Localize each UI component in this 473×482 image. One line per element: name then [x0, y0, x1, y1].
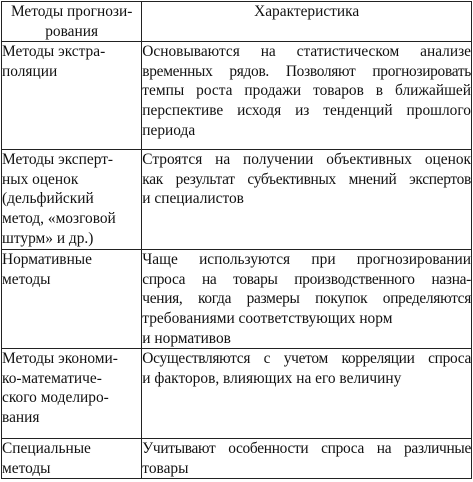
method-normative	[2, 250, 142, 349]
header-characteristic-line: Характеристика	[254, 3, 360, 20]
header-methods	[2, 2, 142, 42]
header-characteristic	[142, 2, 472, 42]
method-line: методы	[2, 270, 51, 288]
description-line: периода	[142, 121, 196, 139]
method-line: Нормативные	[2, 251, 92, 269]
method-line: метод, «мозговой	[2, 209, 116, 227]
description-line: требованиями соответствующих норм	[142, 309, 393, 327]
forecasting-methods-table	[1, 1, 472, 479]
method-line: ко-математиче-	[2, 369, 102, 387]
description-extrapolation	[142, 42, 472, 150]
method-expert-estimates	[2, 150, 142, 250]
description-line: и нормативов	[142, 329, 231, 347]
method-line: Методы экстра-	[2, 43, 106, 61]
description-line: Осуществляются с учетом корреляции спроса	[142, 350, 471, 368]
table-row-extrapolation	[2, 42, 472, 150]
table-row-normative	[2, 250, 472, 349]
method-line: Методы эксперт-	[2, 151, 114, 169]
header-methods-line: рования	[45, 22, 99, 40]
description-econ-math-modeling	[142, 349, 472, 439]
method-line: Методы экономи-	[2, 350, 118, 368]
method-special	[2, 439, 142, 479]
table-row-special	[2, 439, 472, 479]
method-line: ных оценок	[2, 170, 79, 188]
method-line: ского моделиро-	[2, 389, 109, 407]
method-line: Специальные	[2, 440, 91, 458]
header-methods-line: Методы прогнози-	[10, 3, 133, 20]
description-line: темпы роста продажи товаров в ближайшей	[142, 82, 471, 100]
method-line: штурм» и др.)	[2, 229, 94, 247]
description-line: Основываются на статистическом анализе	[142, 43, 471, 61]
table-header-row	[2, 2, 472, 42]
description-expert-estimates	[142, 150, 472, 250]
description-line: Чаще используются при прогнозировании	[142, 251, 471, 269]
description-line: Строятся на получении объективных оценок	[142, 151, 471, 169]
method-line: вания	[2, 408, 40, 426]
table-row-econ-math	[2, 349, 472, 439]
description-normative	[142, 250, 472, 349]
description-special	[142, 439, 472, 479]
method-extrapolation	[2, 42, 142, 150]
description-line: спроса на товары производственного назна-	[142, 270, 471, 288]
method-line: методы	[2, 459, 51, 477]
description-line: Учитывают особенности спроса на различные	[142, 440, 471, 458]
description-line: временных рядов. Позволяют прогнозировать	[142, 62, 471, 80]
description-line: как результат субъективных мнений экспертов	[142, 170, 471, 188]
method-line: (дельфийский	[2, 190, 94, 208]
description-line: чения, когда размеры покупок определяются	[142, 290, 471, 308]
table-row-expert	[2, 150, 472, 250]
description-line: перспективе исходя из тенденций прошлого	[142, 101, 471, 119]
description-line: товары	[142, 459, 189, 477]
method-line: поляции	[2, 62, 58, 80]
description-line: и факторов, влияющих на его величину	[142, 369, 402, 387]
method-econ-math-modeling	[2, 349, 142, 439]
description-line: и специалистов	[142, 190, 244, 208]
